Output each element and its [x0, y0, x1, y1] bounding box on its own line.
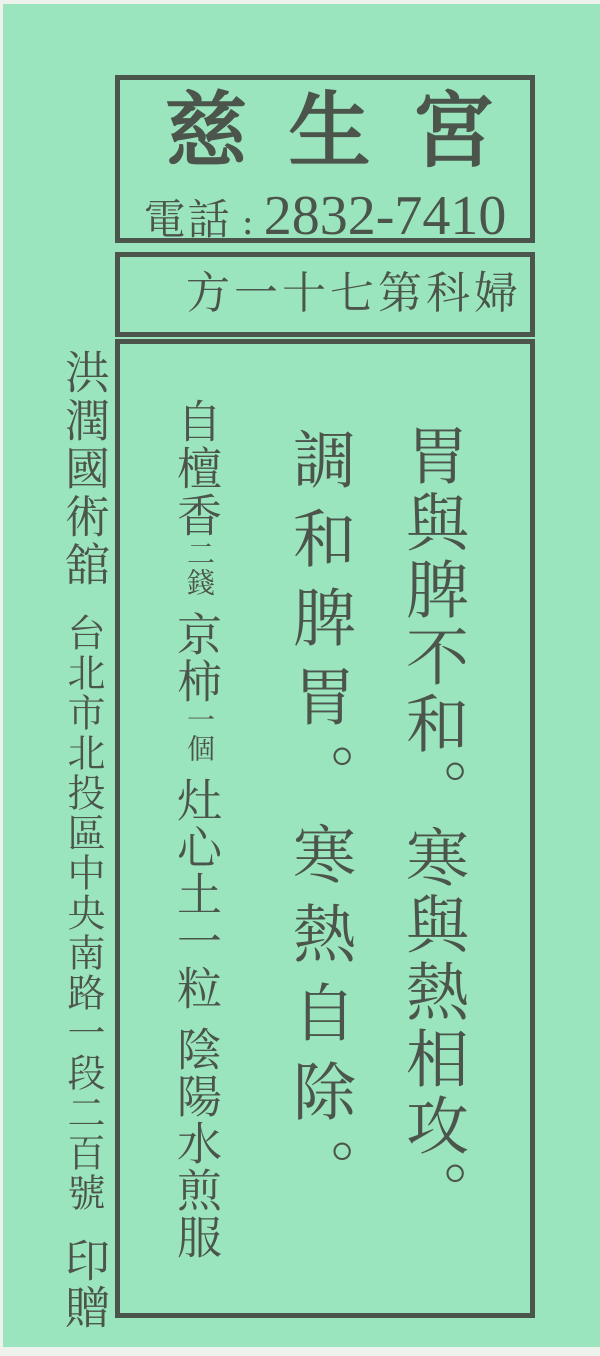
sponsor-column [57, 349, 110, 1331]
temple-name-char-1: 慈 [165, 83, 248, 179]
ingredient-item [169, 777, 222, 1012]
sponsor-name: 洪潤國術舘 [57, 349, 110, 589]
temple-name-char-3: 宮 [411, 83, 494, 179]
treatment-column: 調和脾胃。寒熱自除。 [283, 427, 356, 1217]
ingredient-name: 自檀香 [169, 398, 222, 539]
ingredient-dose: 一個 [183, 705, 216, 763]
prescription-body-box [115, 339, 535, 1318]
ingredients-column [169, 398, 222, 1261]
ingredient-item [169, 398, 222, 597]
prescription-index-text: 方一十七第科婦 [186, 268, 522, 319]
sponsor-address: 台北市北投區中央南路一段二百號 [61, 613, 105, 1213]
diagnosis-column: 胃與脾不和。寒與熱相攻。 [396, 423, 469, 1227]
temple-name [165, 83, 494, 179]
sponsor-suffix: 印贈 [57, 1237, 110, 1331]
temple-name-char-2: 生 [288, 83, 371, 179]
phone-label: 電話 [143, 195, 232, 244]
phone-number: 2832-7410 [263, 185, 507, 247]
prescription-slip-paper [3, 4, 600, 1347]
ingredient-name: 灶心土一粒 [169, 777, 222, 1012]
ingredient-name: 陰陽水煎服 [169, 1026, 222, 1261]
phone-row [120, 184, 530, 248]
temple-header-box [115, 75, 535, 247]
ingredient-item [169, 1026, 222, 1261]
ingredient-name: 京柿 [169, 611, 222, 705]
subject-box [115, 252, 535, 337]
phone-separator: : [241, 202, 254, 243]
ingredient-dose: 二錢 [183, 539, 216, 597]
ingredient-item [169, 611, 222, 763]
